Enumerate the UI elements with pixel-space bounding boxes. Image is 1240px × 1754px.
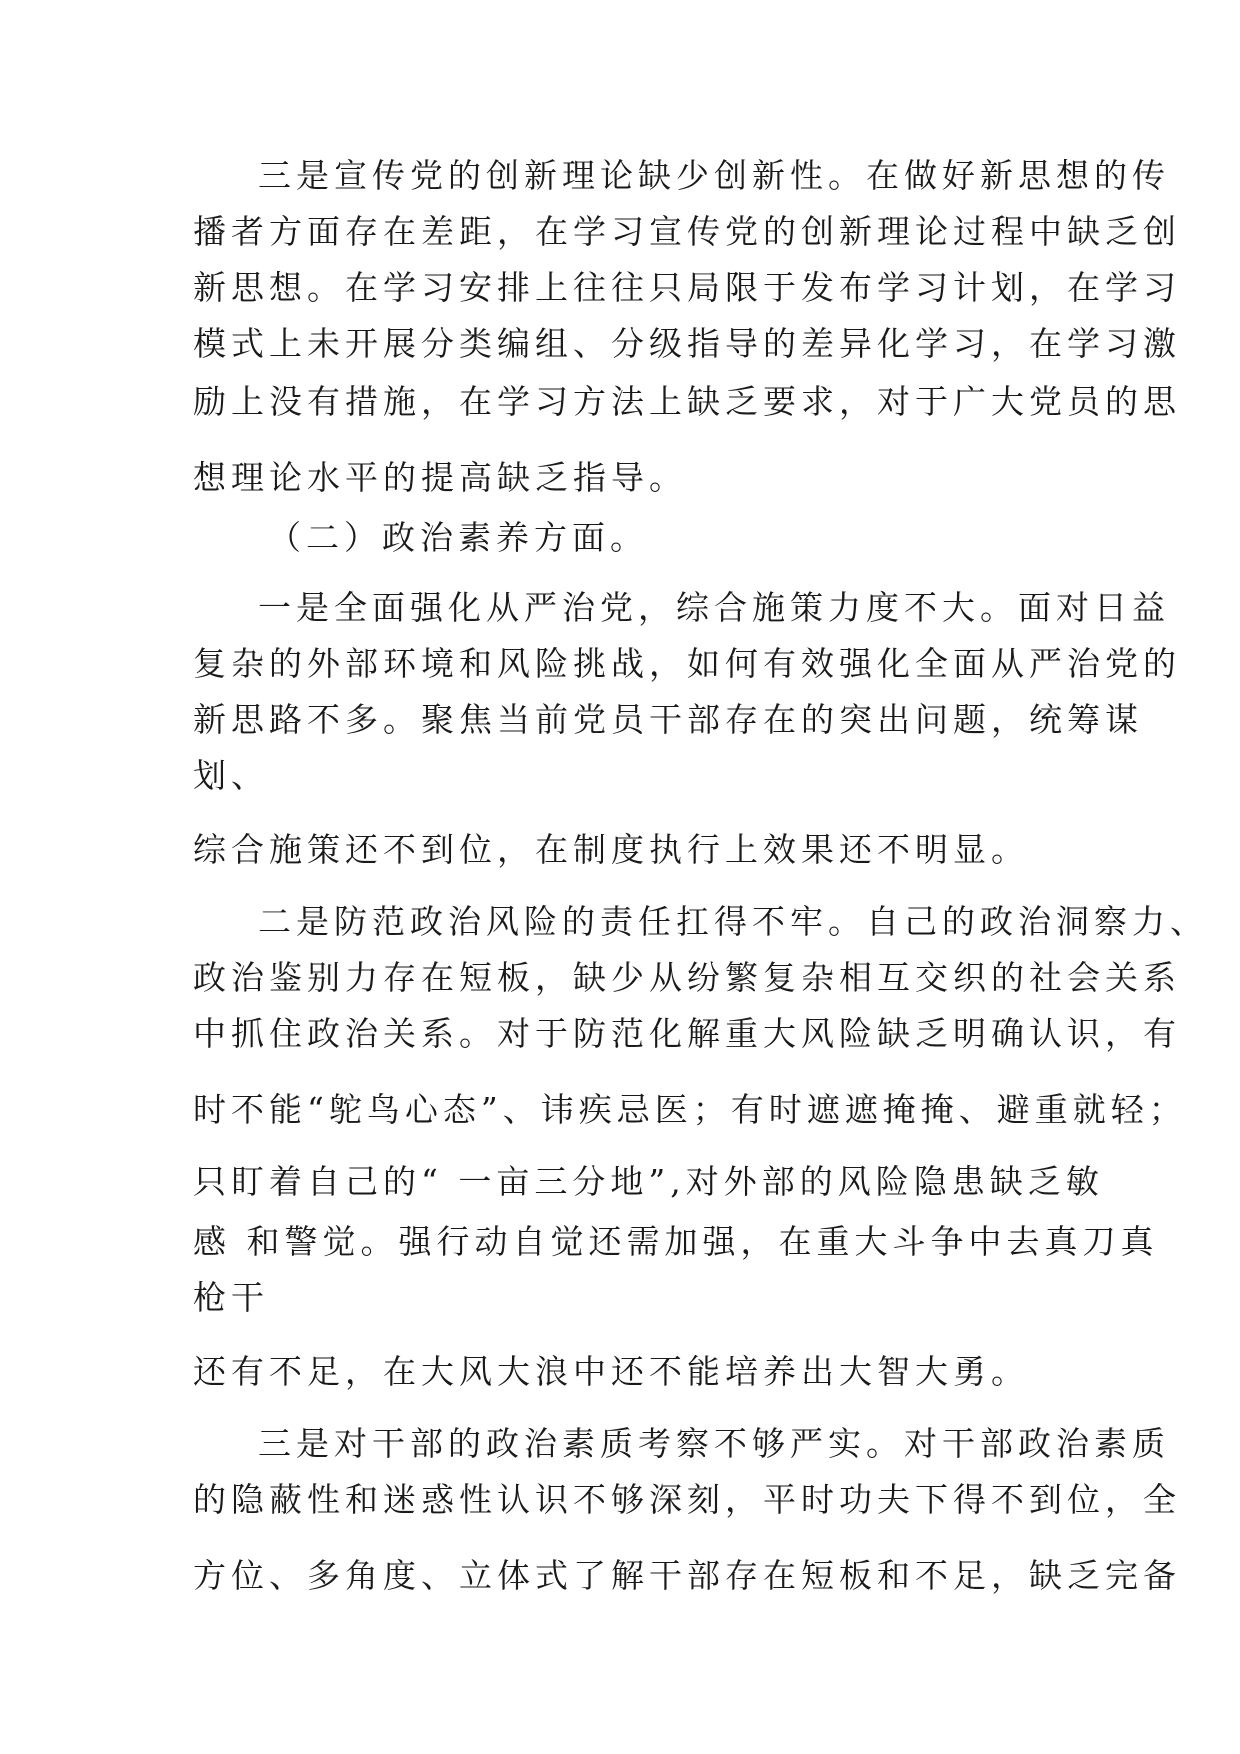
paragraph-line: 想理论水平的提高缺乏指导。: [193, 458, 687, 497]
paragraph-line: 一是全面强化从严治党，综合施策力度不大。面对日益: [258, 588, 1170, 627]
paragraph-line: 方位、多角度、立体式了解干部存在短板和不足，缺乏完备: [193, 1556, 1181, 1595]
paragraph-line: 复杂的外部环境和风险挑战，如何有效强化全面从严治党的: [193, 644, 1181, 683]
paragraph-line: 三是宣传党的创新理论缺少创新性。在做好新思想的传: [258, 156, 1170, 195]
paragraph-line: 感 和警觉。强行动自觉还需加强，在重大斗争中去真刀真: [193, 1222, 1159, 1261]
paragraph-line: 二是防范政治风险的责任扛得不牢。自己的政治洞察力、: [258, 902, 1208, 941]
paragraph-line: 还有不足，在大风大浪中还不能培养出大智大勇。: [193, 1352, 1029, 1391]
paragraph-line: 新思想。在学习安排上往往只局限于发布学习计划，在学习: [193, 268, 1181, 307]
paragraph-line: 中抓住政治关系。对于防范化解重大风险缺乏明确认识，有: [193, 1014, 1181, 1053]
paragraph-line: 播者方面存在差距，在学习宣传党的创新理论过程中缺乏创: [193, 212, 1181, 251]
paragraph-line: 励上没有措施，在学习方法上缺乏要求，对于广大党员的思: [193, 382, 1181, 421]
paragraph-line: 时不能“鸵鸟心态”、讳疾忌医；有时遮遮掩掩、避重就轻；: [193, 1090, 1187, 1129]
paragraph-line: 模式上未开展分类编组、分级指导的差异化学习，在学习激: [193, 324, 1181, 363]
paragraph-line: 划、: [193, 756, 269, 795]
paragraph-line: 综合施策还不到位，在制度执行上效果还不明显。: [193, 830, 1029, 869]
paragraph-line: 政治鉴别力存在短板，缺少从纷繁复杂相互交织的社会关系: [193, 958, 1181, 997]
paragraph-line: 三是对干部的政治素质考察不够严实。对干部政治素质: [258, 1424, 1170, 1463]
paragraph-line: 新思路不多。聚焦当前党员干部存在的突出问题，统筹谋: [193, 700, 1143, 739]
paragraph-line: 枪干: [193, 1278, 269, 1317]
paragraph-line: 只盯着自己的“ 一亩三分地”,对外部的风险隐患缺乏敏: [193, 1162, 1104, 1201]
paragraph-line: 的隐蔽性和迷惑性认识不够深刻，平时功夫下得不到位，全: [193, 1480, 1181, 1519]
section-heading: （二）政治素养方面。: [268, 518, 648, 557]
